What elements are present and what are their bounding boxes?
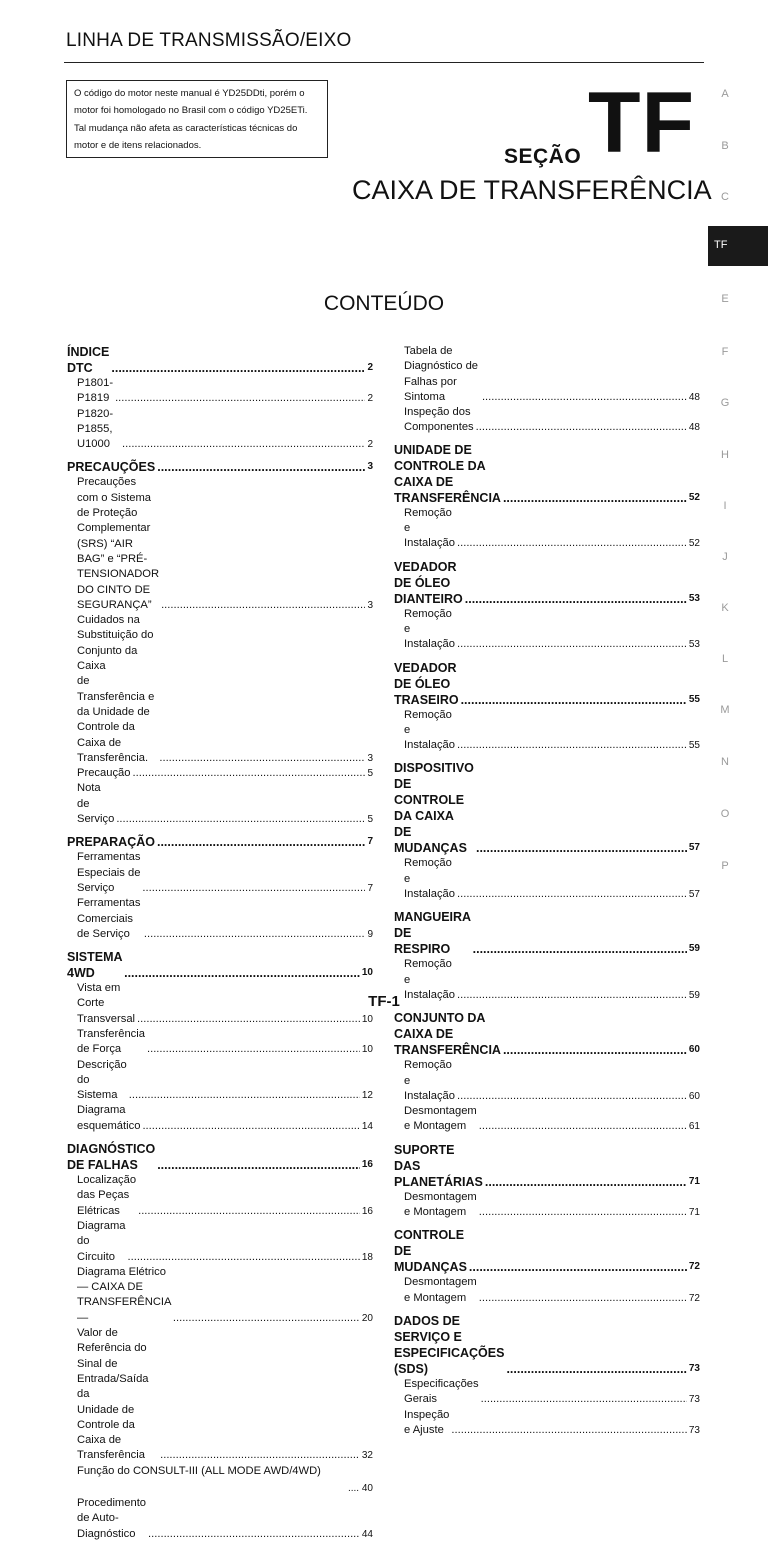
- toc-section-title[interactable]: [394, 1142, 700, 1190]
- toc-entry-text: Desmontagem e Montagem: [404, 1190, 477, 1219]
- page-ref: 2: [367, 439, 373, 451]
- toc-section: [394, 442, 700, 552]
- section-label: SEÇÃO: [504, 145, 582, 168]
- page-ref: 57: [688, 842, 700, 854]
- page-ref: 20: [361, 1312, 373, 1324]
- page-ref: 7: [367, 882, 373, 894]
- toc-entry-text: Tabela de Diagnóstico de Falhas por Sintoma: [404, 345, 479, 403]
- leader-dots: [503, 490, 687, 506]
- toc-section-title-text: ÍNDICE DTC: [67, 345, 110, 375]
- leader-dots: [122, 437, 365, 452]
- toc-section: [394, 559, 700, 653]
- toc-section-title-text: MANGUEIRA DE RESPIRO: [394, 910, 471, 957]
- page-ref: 60: [688, 1090, 700, 1102]
- toc-entry[interactable]: [404, 344, 700, 405]
- toc-section-title[interactable]: [394, 909, 700, 957]
- toc-entry-text: Nota de Serviço: [77, 782, 115, 826]
- toc-section-title[interactable]: [394, 1313, 700, 1377]
- toc-section-title-text: DISPOSITIVO DE CONTROLE DA CAIXA DE MUDANÇAS: [394, 761, 474, 856]
- toc-section-title-text: SISTEMA 4WD: [67, 950, 123, 981]
- toc-entry-text: P1801-P1819: [77, 377, 114, 405]
- toc-entry-text: Diagrama Elétrico — CAIXA DE TRANSFERÊNCIA —: [77, 1265, 171, 1324]
- running-header: LINHA DE TRANSMISSÃO/EIXO: [66, 30, 352, 51]
- page-ref: 73: [688, 1424, 700, 1436]
- page-ref-line: [77, 1481, 373, 1496]
- toc-section-title-text: UNIDADE DE CONTROLE DA CAIXA DE TRANSFERÊNCIA: [394, 442, 501, 505]
- toc-entry[interactable]: [404, 1104, 700, 1135]
- toc-entry[interactable]: [77, 1219, 373, 1265]
- section-index-letter[interactable]: F: [721, 346, 729, 358]
- page-ref: 71: [688, 1175, 700, 1187]
- leader-dots: [457, 887, 687, 902]
- section-index-letter[interactable]: K: [721, 602, 729, 614]
- toc-entry[interactable]: [404, 506, 700, 552]
- toc-entry[interactable]: [77, 1103, 373, 1134]
- leader-dots: [161, 598, 365, 613]
- page-ref: 53: [688, 639, 700, 651]
- toc-entry-text: Diagrama do Circuito: [77, 1219, 126, 1263]
- page-ref: 10: [361, 967, 373, 979]
- toc-section-title[interactable]: [394, 760, 700, 856]
- page-ref: 7: [367, 836, 373, 848]
- toc-section-title[interactable]: [67, 1141, 373, 1173]
- toc-section-title-text: SUPORTE DAS PLANETÁRIAS: [394, 1142, 483, 1189]
- toc-section-title[interactable]: [394, 1227, 700, 1275]
- section-index-letter[interactable]: B: [721, 140, 729, 152]
- toc-left-column: [67, 344, 373, 1549]
- toc-section: [394, 1227, 700, 1306]
- leader-dots: [481, 1392, 687, 1407]
- page-ref: 53: [688, 592, 700, 604]
- page-ref: 16: [361, 1205, 373, 1217]
- leader-dots: [485, 1174, 687, 1190]
- toc-section-title-text: DIAGNÓSTICO DE FALHAS: [67, 1142, 156, 1173]
- toc-section: [394, 660, 700, 754]
- leader-dots: [111, 360, 365, 376]
- page-ref: 10: [361, 1044, 373, 1056]
- page-ref: 71: [688, 1207, 700, 1219]
- section-index-letter[interactable]: P: [721, 860, 729, 872]
- page-number: TF-1: [368, 993, 400, 1010]
- toc-section-title-text: VEDADOR DE ÓLEO TRASEIRO: [394, 660, 459, 707]
- leader-dots: [148, 1527, 360, 1542]
- leader-dots: [479, 1291, 687, 1306]
- toc-entry[interactable]: [404, 856, 700, 902]
- section-index-active-tab[interactable]: [708, 226, 768, 266]
- leader-dots: [482, 390, 687, 405]
- toc-section-title[interactable]: [394, 1010, 700, 1058]
- page-ref: 61: [688, 1121, 700, 1133]
- toc-entry[interactable]: [77, 475, 373, 613]
- leader-dots: [157, 834, 365, 850]
- toc-entry-text: Inspeção e Ajuste: [404, 1408, 450, 1436]
- section-index-letter[interactable]: M: [720, 704, 730, 716]
- toc-entry[interactable]: [404, 405, 700, 436]
- toc-entry-text: Remoção e Instalação: [404, 506, 455, 550]
- toc-section-title[interactable]: [67, 834, 373, 850]
- section-index-letter[interactable]: A: [721, 88, 729, 100]
- toc-entry-text: Procedimento de Auto-Diagnóstico: [77, 1497, 147, 1540]
- page-ref: 72: [688, 1261, 700, 1273]
- toc-entry[interactable]: [77, 1173, 373, 1219]
- leader-dots: [144, 927, 366, 942]
- page-ref: 12: [361, 1090, 373, 1102]
- toc-entry[interactable]: [77, 613, 373, 766]
- toc-right-column: [394, 344, 700, 1445]
- toc-section: [394, 760, 700, 902]
- leader-dots: [503, 1042, 687, 1058]
- section-index-letter[interactable]: H: [721, 449, 729, 461]
- toc-entry[interactable]: [77, 407, 373, 453]
- leader-dots: [124, 965, 360, 981]
- toc-section-title-text: PRECAUÇÕES: [67, 460, 156, 475]
- leader-dots: [147, 1042, 360, 1057]
- leader-dots: [133, 766, 366, 781]
- toc-entry[interactable]: [77, 1326, 373, 1464]
- page-ref: 48: [688, 391, 700, 403]
- leader-dots: [465, 591, 687, 607]
- toc-entry[interactable]: [77, 896, 373, 942]
- leader-dots: [128, 1250, 360, 1265]
- leader-dots: [469, 1259, 687, 1275]
- toc-entry-text: Inspeção dos Componentes: [404, 406, 474, 434]
- page-ref: 3: [367, 752, 373, 764]
- toc-entry-text: Descrição do Sistema: [77, 1058, 127, 1102]
- toc-entry-text: Ferramentas Comerciais de Serviço: [77, 897, 141, 940]
- page-ref: 73: [688, 1362, 700, 1374]
- toc-entry[interactable]: [77, 1496, 373, 1542]
- section-index-letter[interactable]: O: [720, 808, 730, 820]
- toc-entry-text: Vista em Corte Transversal: [77, 982, 136, 1025]
- toc-entry[interactable]: [77, 1265, 373, 1326]
- leader-dots: [159, 751, 365, 766]
- toc-section: [394, 1010, 700, 1134]
- section-index-letter[interactable]: E: [721, 293, 729, 305]
- leader-dots: [479, 1119, 687, 1134]
- toc-section: [394, 1142, 700, 1221]
- toc-entry[interactable]: [404, 1408, 700, 1439]
- leader-dots-short: ....: [347, 1483, 362, 1494]
- page-ref: 52: [688, 538, 700, 550]
- leader-dots: [160, 1448, 360, 1463]
- toc-entry[interactable]: [404, 1190, 700, 1221]
- toc-entry-text: Cuidados na Substituição do Conjunto da Caixa de Transferência e da Unidade de Controle da Caixa de Transferência.: [77, 614, 155, 764]
- toc-entry-text: Função do CONSULT-III (ALL MODE AWD/4WD): [77, 1464, 321, 1477]
- page-ref: 9: [367, 928, 373, 940]
- leader-dots: [137, 1012, 360, 1027]
- leader-dots: [157, 1157, 360, 1173]
- section-index-letter[interactable]: N: [721, 756, 729, 768]
- toc-section-title-text: VEDADOR DE ÓLEO DIANTEIRO: [394, 559, 463, 606]
- toc-section-title-text: CONTROLE DE MUDANÇAS: [394, 1228, 467, 1275]
- toc-section: [67, 949, 373, 1134]
- page-ref: 5: [367, 768, 373, 780]
- leader-dots: [461, 692, 687, 708]
- section-index-active-label: TF: [714, 239, 728, 251]
- toc-entry-text: Remoção e Instalação: [404, 958, 455, 1001]
- toc-section-title[interactable]: [394, 660, 700, 708]
- leader-dots: [157, 459, 365, 475]
- page-ref: 72: [688, 1292, 700, 1304]
- page-ref: 32: [361, 1450, 373, 1462]
- toc-section: [394, 1313, 700, 1438]
- toc-entry-text: Precaução: [77, 767, 131, 780]
- page-ref: 2: [367, 393, 373, 405]
- toc-section: [67, 834, 373, 942]
- toc-section-title-text: CONJUNTO DA CAIXA DE TRANSFERÊNCIA: [394, 1011, 501, 1058]
- section-code: TF: [588, 75, 696, 171]
- section-index-letter[interactable]: G: [720, 397, 730, 409]
- toc-section: [394, 909, 700, 1003]
- toc-entry-text: Remoção e Instalação: [404, 1059, 455, 1102]
- toc-section-title[interactable]: [67, 344, 373, 376]
- leader-dots: [173, 1311, 360, 1326]
- toc-entry[interactable]: [77, 1027, 373, 1058]
- header-rule: [64, 62, 704, 63]
- toc-entry[interactable]: [77, 1058, 373, 1104]
- toc-entry-text: Desmontagem e Montagem: [404, 1105, 477, 1133]
- toc-entry-text: Transferência de Força: [77, 1027, 145, 1056]
- toc-entry[interactable]: [404, 1275, 700, 1306]
- toc-entry-text: Remoção e Instalação: [404, 708, 455, 752]
- page-ref: 5: [367, 814, 373, 826]
- toc-entry[interactable]: [404, 1377, 700, 1408]
- page-ref: 48: [688, 422, 700, 434]
- toc-section-title-text: PREPARAÇÃO: [67, 835, 155, 850]
- section-index-letter[interactable]: I: [723, 500, 727, 512]
- toc-entry-text: Desmontagem e Montagem: [404, 1276, 477, 1304]
- leader-dots: [142, 881, 365, 896]
- toc-entry-text: Remoção e Instalação: [404, 607, 455, 651]
- page-ref: 18: [361, 1251, 373, 1263]
- page-ref: 52: [688, 491, 700, 503]
- toc-section-title-text: DADOS DE SERVIÇO E ESPECIFICAÇÕES (SDS): [394, 1313, 505, 1376]
- leader-dots: [138, 1204, 360, 1219]
- toc-section: [67, 1141, 373, 1542]
- toc-entry[interactable]: [77, 1464, 373, 1496]
- toc-section: [67, 344, 373, 452]
- toc-entry[interactable]: [77, 376, 373, 407]
- toc-entry-text: Precauções com o Sistema de Proteção Complementar (SRS) “AIR BAG” e “PRÉ- TENSIONADOR DO CINTO DE SEGURANÇA”: [77, 476, 160, 611]
- toc-entry-text: Diagrama esquemático: [77, 1104, 141, 1132]
- leader-dots: [457, 738, 687, 753]
- leader-dots: [476, 420, 687, 435]
- toc-entry-text: Valor de Referência do Sinal de Entrada/Saída da Unidade de Controle da Caixa de Transferência: [77, 1327, 149, 1462]
- leader-dots: [116, 812, 365, 827]
- leader-dots: [115, 391, 365, 406]
- toc-section-title[interactable]: [394, 442, 700, 506]
- page-ref: 73: [688, 1394, 700, 1406]
- page-ref: 40: [361, 1483, 373, 1494]
- notice-text: O código do motor neste manual é YD25DDti, porém o motor foi homologado no Brasil com o código YD25ETi. Tal mudança não afeta as características técnicas do motor e de itens relacionados.: [74, 88, 308, 152]
- toc-section: [67, 459, 373, 827]
- section-name: CAIXA DE TRANSFERÊNCIA: [352, 175, 712, 205]
- toc-entry[interactable]: [404, 708, 700, 754]
- section-index-letter[interactable]: C: [721, 191, 729, 203]
- toc-entry[interactable]: [77, 781, 373, 827]
- toc-entry[interactable]: [404, 607, 700, 653]
- leader-dots: [476, 840, 687, 856]
- page-ref: 57: [688, 889, 700, 901]
- leader-dots: [457, 637, 687, 652]
- page-ref: 14: [361, 1120, 373, 1132]
- page-ref: 59: [688, 989, 700, 1001]
- page-ref: 60: [688, 1044, 700, 1056]
- engine-code-notice: [66, 80, 328, 158]
- toc-entry[interactable]: [77, 850, 373, 896]
- page-ref: 59: [688, 943, 700, 955]
- page-ref: 10: [361, 1013, 373, 1025]
- contents-title: CONTEÚDO: [323, 292, 445, 315]
- leader-dots: [142, 1119, 359, 1134]
- leader-dots: [451, 1423, 686, 1438]
- toc-section-title[interactable]: [67, 949, 373, 981]
- section-index-letter[interactable]: L: [721, 653, 729, 665]
- page-ref: 55: [688, 740, 700, 752]
- leader-dots: [506, 1361, 686, 1377]
- toc-entry[interactable]: [77, 766, 373, 781]
- leader-dots: [457, 1089, 687, 1104]
- toc-entry[interactable]: [404, 1058, 700, 1104]
- section-index-letter[interactable]: J: [722, 551, 728, 563]
- toc-entry-text: Especificações Gerais: [404, 1377, 479, 1406]
- page-ref: 3: [367, 461, 373, 473]
- toc-section-title[interactable]: [394, 559, 700, 607]
- page-ref: 16: [361, 1159, 373, 1171]
- toc-section-title[interactable]: [67, 459, 373, 475]
- toc-entry-text: Ferramentas Especiais de Serviço: [77, 851, 141, 894]
- page-ref: 3: [367, 599, 373, 611]
- leader-dots: [457, 536, 687, 551]
- toc-entry-text: Localização das Peças Elétricas: [77, 1174, 137, 1217]
- toc-entry-text: Remoção e Instalação: [404, 857, 455, 901]
- page-ref: 2: [367, 362, 373, 373]
- leader-dots: [479, 1205, 687, 1220]
- leader-dots: [473, 941, 687, 957]
- page-ref: 55: [688, 693, 700, 705]
- toc-entry-text: P1820-P1855, U1000: [77, 407, 114, 451]
- page-ref: 44: [361, 1528, 373, 1540]
- leader-dots: [129, 1088, 360, 1103]
